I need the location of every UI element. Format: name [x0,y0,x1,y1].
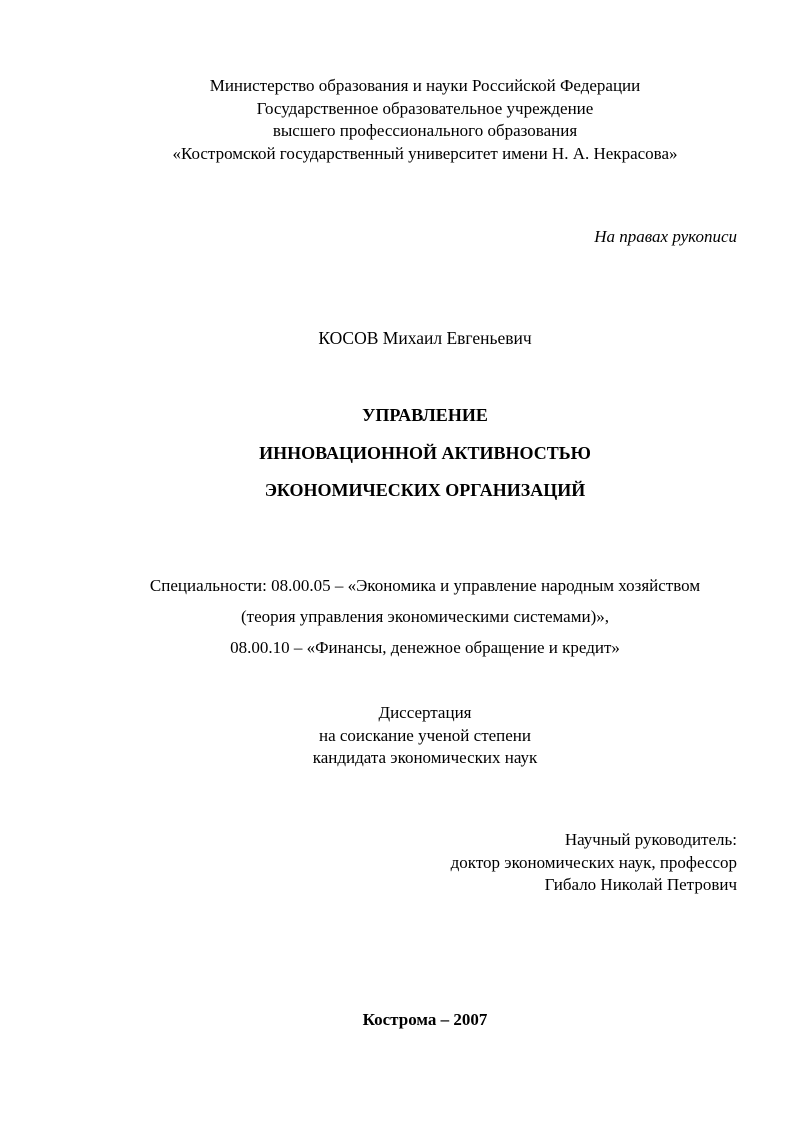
specialty-line-1: Специальности: 08.00.05 – «Экономика и управление народным хозяйством [149,576,701,595]
ministry-line-1: Министерство образования и науки Российской Федерации [209,76,641,95]
specialty-line-3: 08.00.10 – «Финансы, денежное обращение и кредит» [230,638,620,657]
ministry-header [0,75,793,165]
scientific-advisor [451,829,737,897]
ministry-line-3: высшего профессионального образования [272,121,578,140]
ministry-line-2: Государственное образовательное учреждение [256,98,594,118]
title-line-2: ИННОВАЦИОННОЙ АКТИВНОСТЬЮ [259,442,591,463]
title-line-3: ЭКОНОМИЧЕСКИХ ОРГАНИЗАЦИЙ [264,480,586,500]
advisor-line-3: Гибало Николай Петрович [544,875,737,894]
city-year [0,1009,793,1031]
advisor-line-1: Научный руководитель: [564,830,737,849]
advisor-line-2: доктор экономических наук, профессор [450,852,737,872]
ministry-line-4: «Костромской государственный университет имени Н. А. Некрасова» [172,143,678,163]
author-name [0,327,793,349]
specialty-line-2: (теория управления экономическими системами)», [240,607,609,626]
author-name-text: КОСОВ Михаил Евгеньевич [318,328,532,348]
city-year-text: Кострома – 2007 [362,1010,488,1029]
degree-line-3: кандидата экономических наук [312,748,538,767]
degree-line-2: на соискание ученой степени [318,725,532,745]
manuscript-note: На правах рукописи [594,227,737,246]
title-line-1: УПРАВЛЕНИЕ [362,405,488,425]
specialties [0,570,793,663]
degree-info [0,702,793,770]
degree-line-1: Диссертация [378,703,472,722]
dissertation-title [0,397,793,510]
